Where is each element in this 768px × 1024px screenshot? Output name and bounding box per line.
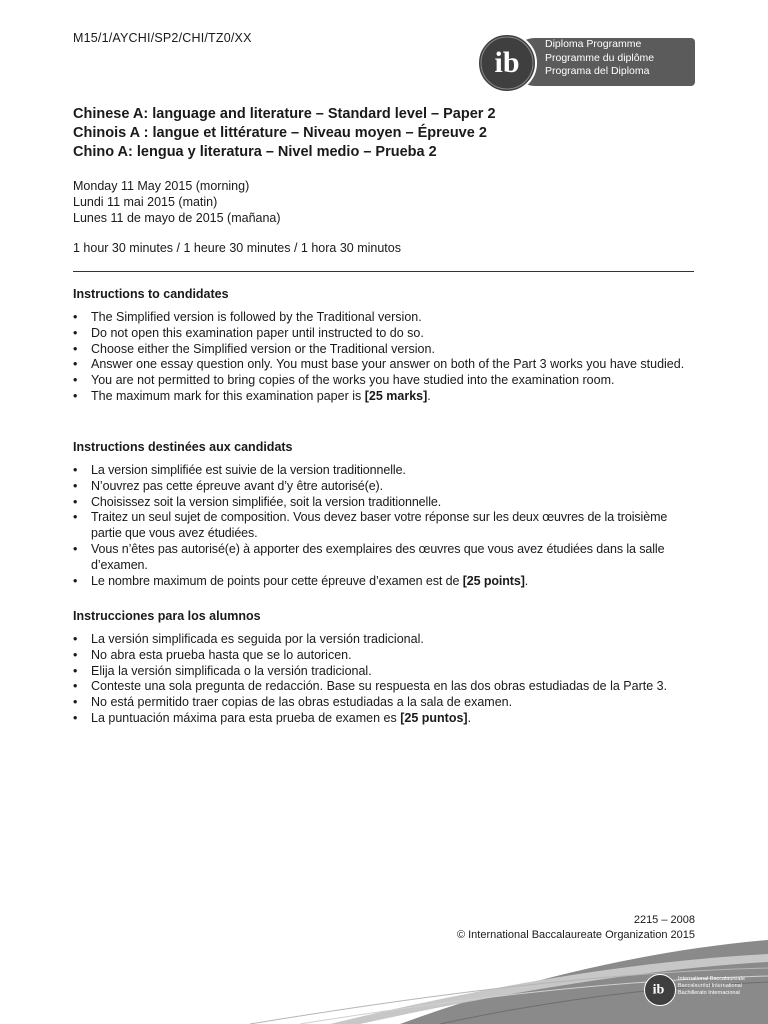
instructions-es <box>73 609 698 727</box>
ib-logo-small-text: ib <box>652 982 665 998</box>
ib-logo-small-mark <box>645 975 672 1002</box>
ib-logo-small-icon <box>644 974 676 1006</box>
list-item <box>73 542 698 574</box>
item-text: Choisissez soit la version simplifiée, soit la version traditionnelle. <box>91 494 442 509</box>
marks-suffix: . <box>524 573 529 588</box>
bullet-icon: • <box>73 663 78 678</box>
bullet-icon: • <box>73 341 78 356</box>
footer <box>457 913 695 943</box>
item-text: Choose either the Simplified version or the Traditional version. <box>91 341 435 356</box>
date-fr: Lundi 11 mai 2015 (matin) <box>73 195 218 209</box>
ib-org-es: Bachillerato Internacional <box>678 990 740 996</box>
ib-logo-mark <box>479 35 535 91</box>
copyright: © International Baccalaureate Organization 2015 <box>456 929 695 941</box>
list-item <box>73 357 698 373</box>
bullet-icon: • <box>73 388 78 403</box>
bullet-icon: • <box>73 478 78 493</box>
programme-name-fr: Programme du diplôme <box>545 51 655 64</box>
list-item <box>73 679 698 695</box>
bullet-icon: • <box>73 510 78 525</box>
max-marks: [25 puntos] <box>400 710 468 725</box>
bullet-icon: • <box>73 325 78 340</box>
date-es: Lunes 11 de mayo de 2015 (mañana) <box>73 211 281 225</box>
list-item <box>73 711 698 727</box>
bullet-icon: • <box>73 710 78 725</box>
bullet-icon: • <box>73 310 78 324</box>
list-item <box>73 389 698 405</box>
title-en: Chinese A: language and literature – Standard level – Paper 2 <box>73 106 496 122</box>
title-fr: Chinois A : langue et littérature – Niveau moyen – Épreuve 2 <box>73 125 487 141</box>
ib-org-fr: Baccalauréat International <box>678 983 742 989</box>
bullet-icon: • <box>73 357 78 372</box>
item-text: Traitez un seul sujet de composition. Vous devez baser votre réponse sur les deux œuvres de la troisième partie que vous avez étudiées. <box>91 510 668 541</box>
date-en: Monday 11 May 2015 (morning) <box>73 179 250 193</box>
ib-logo-text: ib <box>494 46 520 79</box>
marks-suffix: . <box>467 710 472 725</box>
list-item <box>73 632 698 648</box>
footer-code: 2215 – 2008 <box>633 914 695 926</box>
list-item <box>73 574 698 590</box>
bullet-icon: • <box>73 632 78 646</box>
exam-dates <box>73 178 281 226</box>
item-text: You are not permitted to bring copies of the works you have studied into the examination room. <box>91 373 615 388</box>
item-text: Do not open this examination paper until instructed to do so. <box>91 325 424 340</box>
item-text: Conteste una sola pregunta de redacción. Base su respuesta en las dos obras estudiadas de la Parte 3. <box>91 679 668 694</box>
list-item <box>73 373 698 389</box>
diploma-programme-badge <box>477 33 695 93</box>
list-item <box>73 342 698 358</box>
max-marks: [25 points] <box>462 573 525 588</box>
paper-code: M15/1/AYCHI/SP2/CHI/TZ0/XX <box>73 31 252 45</box>
item-text: Vous n’êtes pas autorisé(e) à apporter des exemplaires des œuvres que vous avez étudiées dans la salle d’examen. <box>91 541 665 572</box>
item-text: La versión simplificada es seguida por la versión tradicional. <box>91 632 424 646</box>
item-text: Elija la versión simplificada o la versión tradicional. <box>91 663 372 678</box>
list-item <box>73 648 698 664</box>
item-text: The Simplified version is followed by the Traditional version. <box>91 310 422 324</box>
ib-org-names <box>678 976 745 997</box>
marks-suffix: . <box>427 388 431 403</box>
marks-prefix: La puntuación máxima para esta prueba de examen es <box>91 710 401 725</box>
instructions-fr-heading: Instructions destinées aux candidats <box>73 440 293 454</box>
instructions-es-heading: Instrucciones para los alumnos <box>73 609 261 623</box>
bullet-icon: • <box>73 373 78 388</box>
ib-org-en: International Baccalaureate <box>678 976 745 982</box>
list-item <box>73 479 698 495</box>
list-item <box>73 695 698 711</box>
programme-names <box>545 38 654 79</box>
item-text: N’ouvrez pas cette épreuve avant d’y être autorisé(e). <box>91 478 383 493</box>
item-text: La version simplifiée est suivie de la version traditionnelle. <box>91 463 406 477</box>
marks-prefix: Le nombre maximum de points pour cette épreuve d’examen est de <box>91 573 463 588</box>
bullet-icon: • <box>73 679 78 694</box>
list-item <box>73 495 698 511</box>
instructions-fr <box>73 440 698 589</box>
max-marks: [25 marks] <box>364 388 428 403</box>
instructions-en-heading: Instructions to candidates <box>73 287 229 301</box>
list-item <box>73 310 698 326</box>
marks-prefix: The maximum mark for this examination paper is <box>91 388 365 403</box>
ib-logo-icon <box>477 33 537 93</box>
list-item <box>73 664 698 680</box>
item-text: No abra esta prueba hasta que se lo autoricen. <box>91 647 352 662</box>
bullet-icon: • <box>73 541 78 556</box>
bullet-icon: • <box>73 494 78 509</box>
programme-name-en: Diploma Programme <box>545 38 642 50</box>
programme-name-es: Programa del Diploma <box>545 65 650 77</box>
list-item <box>73 463 698 479</box>
divider <box>73 271 694 272</box>
item-text: Answer one essay question only. You must base your answer on both of the Part 3 works you have studied. <box>91 357 685 372</box>
bullet-icon: • <box>73 573 78 588</box>
bullet-icon: • <box>73 463 78 477</box>
exam-titles <box>73 105 496 162</box>
instructions-en <box>73 287 698 405</box>
item-text: No está permitido traer copias de las obras estudiadas a la sala de examen. <box>91 695 513 710</box>
list-item <box>73 510 698 542</box>
bullet-icon: • <box>73 647 78 662</box>
list-item <box>73 326 698 342</box>
bullet-icon: • <box>73 695 78 710</box>
exam-duration: 1 hour 30 minutes / 1 heure 30 minutes / 1 hora 30 minutos <box>73 241 401 255</box>
title-es: Chino A: lengua y literatura – Nivel medio – Prueba 2 <box>73 144 437 160</box>
